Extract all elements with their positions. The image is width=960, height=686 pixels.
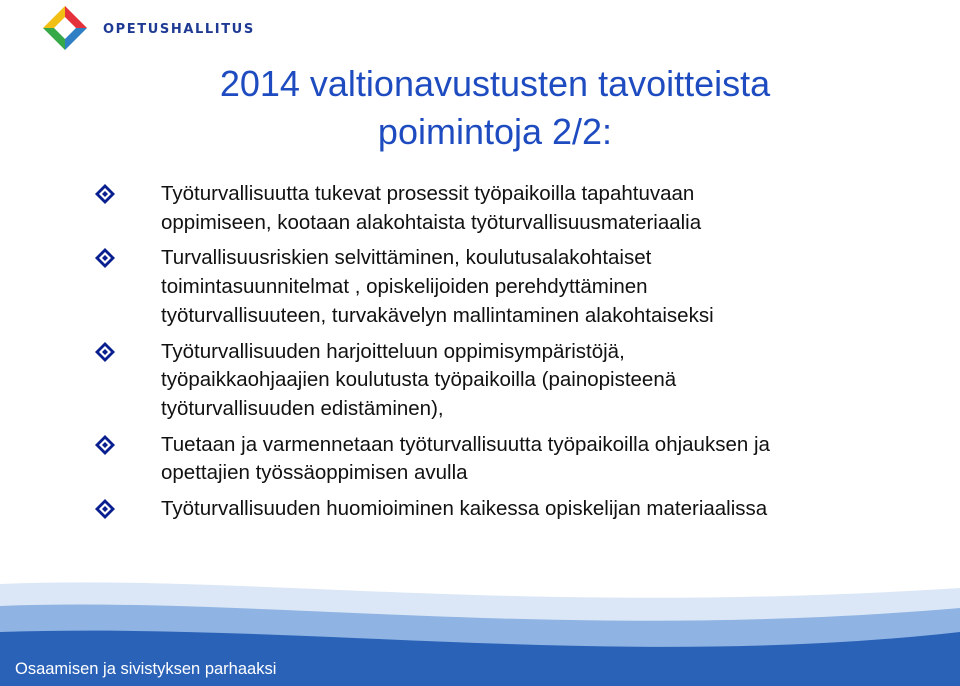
- bullet-line: Turvallisuusriskien selvittäminen, koulutusalakohtaiset: [161, 246, 652, 270]
- bullet-line: Tuetaan ja varmennetaan työturvallisuutta työpaikoilla ohjauksen ja: [161, 432, 770, 456]
- bullet-line: Työturvallisuuden huomioiminen kaikessa opiskelijan materiaalissa: [161, 497, 768, 521]
- bullet-line: Työturvallisuutta tukevat prosessit työpaikoilla tapahtuvaan: [161, 182, 695, 205]
- bullet-line: oppimiseen, kootaan alakohtaista työturvallisuusmateriaalia: [161, 210, 702, 234]
- diamond-bullet-icon: [94, 183, 116, 205]
- bullet-item: [94, 180, 924, 237]
- opetushallitus-logo: [35, 2, 95, 62]
- bullet-item: [94, 495, 924, 524]
- bullet-line: opettajien työssäoppimisen avulla: [161, 461, 468, 485]
- organization-name: OPETUSHALLITUS: [103, 22, 255, 37]
- bullet-line: Työturvallisuuden harjoitteluun oppimisympäristöjä,: [161, 339, 625, 363]
- diamond-bullet-icon: [94, 498, 116, 520]
- bullet-line: työturvallisuuteen, turvakävelyn mallintaminen alakohtaiseksi: [161, 303, 714, 327]
- bullet-line: työpaikkaohjaajien koulutusta työpaikoilla (painopisteenä: [161, 368, 677, 392]
- bullet-list: [94, 180, 924, 531]
- bullet-line: toimintasuunnitelmat , opiskelijoiden perehdyttäminen: [161, 275, 648, 299]
- bullet-item: [94, 244, 924, 330]
- diamond-bullet-icon: [94, 341, 116, 363]
- slide-title: [0, 60, 960, 156]
- slide-title-line-2: poimintoja 2/2:: [377, 111, 613, 152]
- diamond-bullet-icon: [94, 434, 116, 456]
- diamond-bullet-icon: [94, 247, 116, 269]
- footer-tagline: Osaamisen ja sivistyksen parhaaksi: [15, 660, 277, 678]
- slide-title-line-1: 2014 valtionavustusten tavoitteista: [219, 63, 771, 104]
- bullet-item: [94, 338, 924, 424]
- bullet-item: [94, 431, 924, 488]
- bullet-line: työturvallisuuden edistäminen),: [161, 396, 444, 420]
